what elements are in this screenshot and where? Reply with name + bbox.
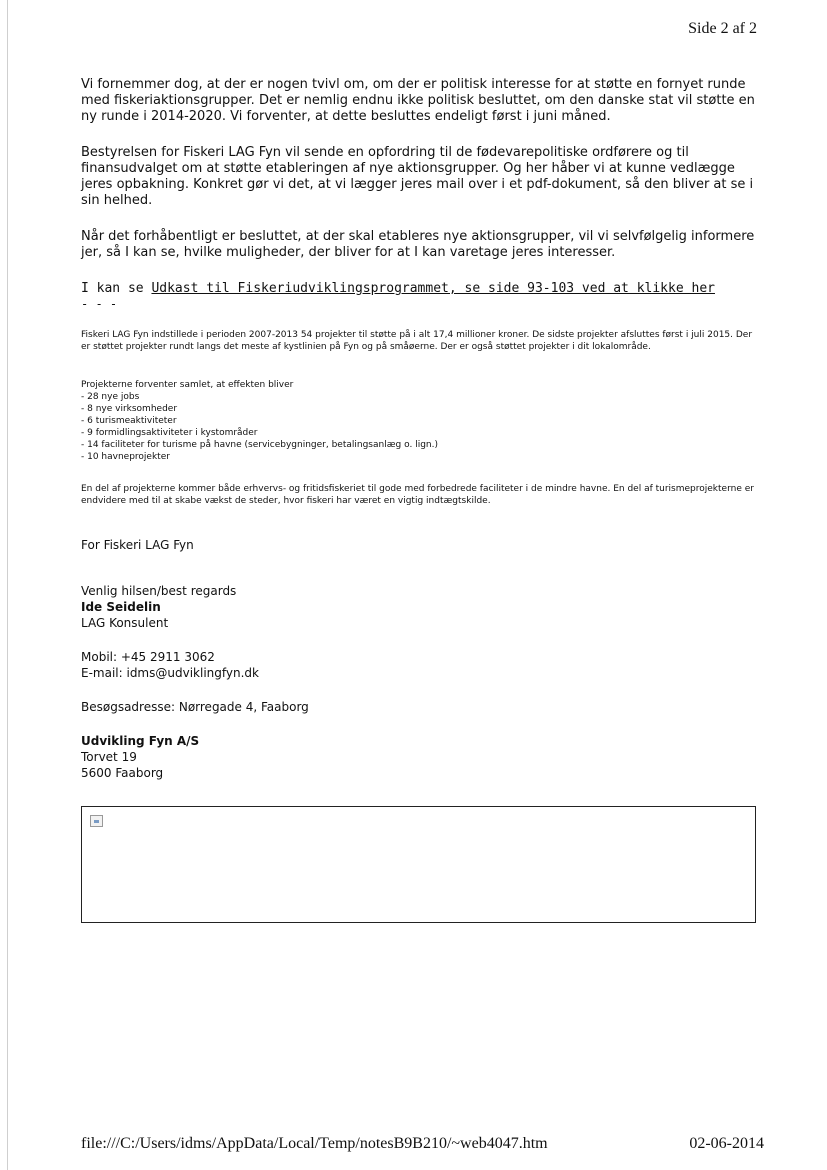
- program-draft-link[interactable]: Udkast til Fiskeriudviklingsprogrammet, se side 93-103 ved at klikke her: [151, 281, 715, 296]
- list-item: - 8 nye virksomheder: [81, 404, 178, 414]
- footer-file-path: file:///C:/Users/idms/AppData/Local/Temp/notesB9B210/~web4047.htm: [81, 1135, 548, 1152]
- embedded-image-frame: [81, 806, 756, 923]
- effects-intro: Projekterne forventer samlet, at effekten bliver: [81, 380, 294, 390]
- link-line: [81, 281, 761, 297]
- effects-list: [81, 391, 761, 463]
- paragraph-inform: Når det forhåbentligt er besluttet, at der skal etableres nye aktionsgrupper, vil vi selvfølgelig informere jer, så I kan se, hvilke muligheder, der bliver for at I kan varetage jeres interesser.: [81, 229, 755, 260]
- effects-section: [81, 379, 761, 463]
- page-number: Side 2 af 2: [688, 20, 757, 37]
- signature-visit-address: Besøgsadresse: Nørregade 4, Faaborg: [81, 700, 309, 714]
- link-prefix: I kan se: [81, 281, 152, 296]
- harbour-paragraph: En del af projekterne kommer både erhvervs- og fritidsfiskeriet til gode med forbedrede faciliteter i de mindre havne. En del af turismeprojekterne er endvidere med til at skabe vækst de steder, hvor fiskeri har været en vigtig indtægtskilde.: [81, 484, 754, 506]
- list-item: - 9 formidlingsaktiviteter i kystområder: [81, 428, 258, 438]
- projects-summary: Fiskeri LAG Fyn indstillede i perioden 2007-2013 54 projekter til støtte på i alt 17,4 millioner kroner. De sidste projekter afsluttes først i juli 2015. Der er støttet projekter rundt langs det meste af kystlinien på Fyn og på småøerne. Der er også støttet projekter i dit lokalområde.: [81, 330, 753, 352]
- paragraph-board-request: Bestyrelsen for Fiskeri LAG Fyn vil sende en opfordring til de fødevarepolitiske ordførere og til finansudvalget om at støtte etableringen af nye aktionsgrupper. Og her håber vi at kunne vedlægge jeres opbakning. Konkret gør vi det, at vi lægger jeres mail over i et pdf-dokument, så den bliver at se i sin helhed.: [81, 145, 754, 208]
- signature-mobile: Mobil: +45 2911 3062: [81, 650, 215, 664]
- signature-street: Torvet 19: [81, 750, 137, 764]
- separator: - - -: [81, 297, 118, 311]
- list-item: - 14 faciliteter for turisme på havne (servicebygninger, betalingsanlæg o. lign.): [81, 440, 438, 450]
- signature-email: E-mail: idms@udviklingfyn.dk: [81, 666, 259, 680]
- signature-city: 5600 Faaborg: [81, 766, 164, 780]
- signature-block: [81, 537, 761, 781]
- signature-name: Ide Seidelin: [81, 600, 161, 614]
- scan-edge-line: [7, 0, 8, 1170]
- list-item: - 28 nye jobs: [81, 392, 140, 402]
- email-body: [81, 77, 761, 781]
- signature-greeting: Venlig hilsen/best regards: [81, 584, 237, 598]
- signature-company: Udvikling Fyn A/S: [81, 734, 200, 748]
- list-item: - 6 turismeaktiviteter: [81, 416, 177, 426]
- broken-image-icon: [90, 815, 103, 827]
- signature-org: For Fiskeri LAG Fyn: [81, 538, 194, 552]
- footer-date: 02-06-2014: [689, 1135, 764, 1152]
- signature-title: LAG Konsulent: [81, 616, 169, 630]
- list-item: - 10 havneprojekter: [81, 452, 170, 462]
- paragraph-political-interest: Vi fornemmer dog, at der er nogen tvivl om, om der er politisk interesse for at støtte en fornyet runde med fiskeriaktionsgrupper. Det er nemlig endnu ikke politisk besluttet, om den danske stat vil støtte en ny runde i 2014-2020. Vi forventer, at dette besluttes endeligt først i juni måned.: [81, 77, 755, 124]
